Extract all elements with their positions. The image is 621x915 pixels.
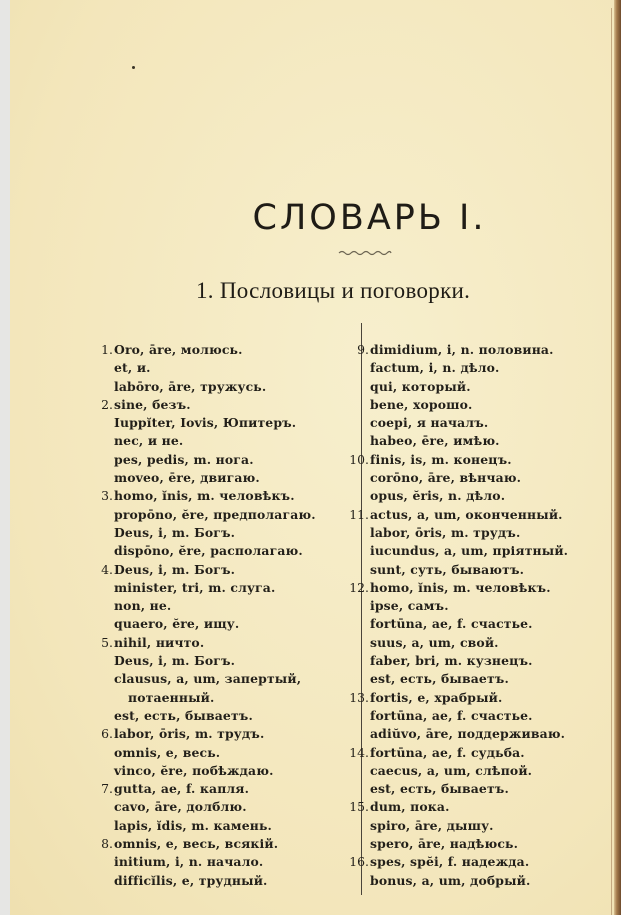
- vocabulary-line: bonus, a, um, добрый.: [370, 872, 531, 888]
- vocabulary-line: fortis, e, храбрый.: [370, 689, 503, 705]
- entry-number: 6.: [101, 726, 113, 742]
- vocabulary-entry: [101, 341, 316, 396]
- vocabulary-line: omnis, e, весь, всякій.: [114, 836, 279, 852]
- entry-number: 13.: [349, 689, 369, 705]
- entry-number: 12.: [349, 579, 369, 595]
- entry-number: 15.: [349, 799, 369, 815]
- vocabulary-line: sine, безъ.: [114, 396, 191, 412]
- vocabulary-line: factum, i, n. дѣло.: [370, 360, 500, 376]
- vocabulary-line: vinco, ĕre, побѣждаю.: [114, 762, 274, 778]
- vocabulary-entry: [357, 341, 568, 451]
- vocabulary-line: Oro, āre, молюсь.: [114, 342, 243, 357]
- vocabulary-line: labor, ōris, m. трудъ.: [114, 726, 265, 742]
- book-spine-edge: [614, 0, 621, 915]
- vocabulary-line: omnis, e, весь.: [114, 744, 221, 760]
- entry-number: 9.: [357, 342, 369, 357]
- vocabulary-line: adiŭvo, āre, поддерживаю.: [370, 726, 566, 742]
- vocabulary-line: gutta, ae, f. капля.: [114, 781, 250, 797]
- vocabulary-entry: [349, 579, 568, 689]
- vocabulary-entry: [349, 853, 568, 890]
- vocabulary-line: nec, и не.: [114, 433, 184, 449]
- vocabulary-entry: [101, 561, 316, 634]
- entry-number: 4.: [101, 561, 113, 577]
- vocabulary-line: corōno, āre, вѣнчаю.: [370, 470, 522, 486]
- vocabulary-entry: [349, 689, 568, 744]
- vocabulary-line: fortūna, ae, f. счастье.: [370, 616, 533, 632]
- vocabulary-line: iucundus, a, um, пріятный.: [370, 543, 569, 559]
- vocabulary-line: labor, ōris, m. трудъ.: [370, 524, 521, 540]
- vocabulary-line: opus, ĕris, n. дѣло.: [370, 488, 506, 504]
- vocabulary-entry: [101, 634, 316, 725]
- vocabulary-entry: [349, 744, 568, 799]
- vocabulary-line: labōro, āre, тружусь.: [114, 378, 267, 394]
- entry-number: 10.: [349, 451, 369, 467]
- entry-number: 11.: [349, 506, 369, 522]
- vocabulary-line: dimidium, i, n. половина.: [370, 342, 554, 357]
- entry-number: 2.: [101, 396, 113, 412]
- wavy-ornament-icon: [338, 249, 392, 257]
- section-subtitle: 1. Пословицы и поговорки.: [196, 278, 471, 303]
- entry-number: 7.: [101, 781, 113, 797]
- vocabulary-line: est, есть, бываетъ.: [114, 707, 253, 723]
- vocabulary-line: nihil, ничто.: [114, 634, 205, 650]
- vocabulary-entry: [349, 451, 568, 506]
- vocabulary-entry: [101, 725, 316, 780]
- vocabulary-line: faber, bri, m. кузнецъ.: [370, 653, 533, 669]
- vocabulary-line: homo, ĭnis, m. человѣкъ.: [114, 488, 295, 504]
- page-title: СЛОВАРЬ I.: [252, 198, 487, 238]
- vocabulary-line: fortūna, ae, f. судьба.: [370, 744, 525, 760]
- vocabulary-line: homo, ĭnis, m. человѣкъ.: [370, 579, 551, 595]
- vocabulary-line: habeo, ēre, имѣю.: [370, 433, 500, 449]
- vocabulary-line: cavo, āre, долблю.: [114, 799, 247, 815]
- vocabulary-line: coepi, я началъ.: [370, 415, 489, 431]
- vocabulary-line: qui, который.: [370, 378, 471, 394]
- vocabulary-line: Iuppĭter, Iovis, Юпитеръ.: [114, 415, 297, 431]
- vocabulary-line: lapis, ĭdis, m. камень.: [114, 817, 272, 833]
- vocabulary-line: moveo, ēre, двигаю.: [114, 470, 260, 486]
- vocabulary-line: difficĭlis, e, трудный.: [114, 872, 268, 888]
- entry-number: 3.: [101, 488, 113, 504]
- vocabulary-line: est, есть, бываетъ.: [370, 781, 509, 797]
- vocabulary-line: quaero, ĕre, ищу.: [114, 616, 240, 632]
- vocabulary-entry: [101, 487, 316, 560]
- vocabulary-line: initium, i, n. начало.: [114, 854, 264, 870]
- vocabulary-line: bene, хорошо.: [370, 396, 473, 412]
- vocabulary-line: caecus, a, um, слѣпой.: [370, 762, 533, 778]
- entry-number: 8.: [101, 836, 113, 852]
- vocabulary-line: propōno, ĕre, предполагаю.: [114, 506, 316, 522]
- vocabulary-column-left: [101, 341, 316, 890]
- vocabulary-line: dispōno, ĕre, располагаю.: [114, 543, 303, 559]
- page-edge-rule: [611, 8, 612, 915]
- vocabulary-line: clausus, a, um, запертый,: [114, 671, 302, 687]
- vocabulary-line: ipse, самъ.: [370, 598, 449, 614]
- vocabulary-entry: [101, 780, 316, 835]
- vocabulary-line: et, и.: [114, 360, 151, 376]
- vocabulary-line: fortūna, ae, f. счастье.: [370, 707, 533, 723]
- vocabulary-line: suus, a, um, свой.: [370, 634, 499, 650]
- vocabulary-entry: [101, 835, 316, 890]
- vocabulary-line: потаенный.: [128, 689, 215, 705]
- vocabulary-entry: [101, 396, 316, 487]
- vocabulary-line: est, есть, бываетъ.: [370, 671, 509, 687]
- vocabulary-line: spiro, āre, дышу.: [370, 817, 494, 833]
- vocabulary-line: Deus, i, m. Богъ.: [114, 561, 236, 577]
- vocabulary-entry: [349, 506, 569, 579]
- vocabulary-column-right: [349, 341, 569, 890]
- vocabulary-entry: [349, 798, 568, 853]
- entry-number: 14.: [349, 744, 369, 760]
- entry-number: 1.: [101, 342, 113, 357]
- vocabulary-line: spero, āre, надѣюсь.: [370, 836, 519, 852]
- vocabulary-line: Deus, i, m. Богъ.: [114, 653, 236, 669]
- vocabulary-line: finis, is, m. конецъ.: [370, 451, 512, 467]
- vocabulary-line: minister, tri, m. слуга.: [114, 579, 276, 595]
- vocabulary-line: dum, пока.: [370, 799, 450, 815]
- entry-number: 5.: [101, 634, 113, 650]
- vocabulary-line: Deus, i, m. Богъ.: [114, 524, 236, 540]
- vocabulary-line: spes, spĕi, f. надежда.: [370, 854, 530, 870]
- vocabulary-line: pes, pedis, m. нога.: [114, 451, 254, 467]
- paper-speck: [132, 66, 135, 69]
- entry-number: 16.: [349, 854, 369, 870]
- vocabulary-line: non, не.: [114, 598, 172, 614]
- vocabulary-line: actus, a, um, оконченный.: [370, 506, 563, 522]
- vocabulary-line: sunt, суть, бываютъ.: [370, 561, 525, 577]
